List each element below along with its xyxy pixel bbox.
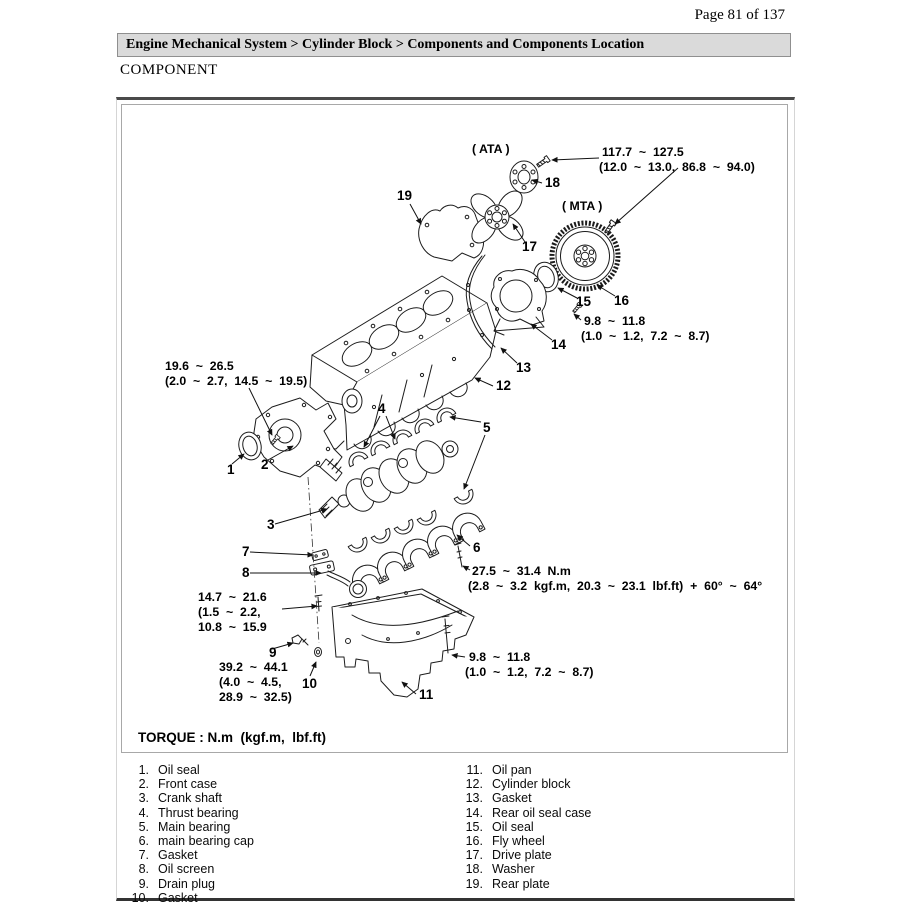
torque-legend-units: N.m (kgf.m, lbf.ft) (207, 730, 327, 745)
torque-legend-colon: : (195, 730, 208, 745)
oil-screen-gasket-drawing (311, 549, 329, 561)
bearing-caps-drawing (347, 508, 485, 595)
callout-10: 10 (302, 676, 318, 691)
parts-list-right (457, 763, 591, 891)
ata-label: ( ATA ) (472, 142, 510, 156)
callout-8: 8 (242, 565, 250, 580)
list-item: 16. Fly wheel (465, 834, 545, 849)
list-item: 14. Rear oil seal case (465, 805, 592, 820)
torque-drain-plug-line2: (4.0 ~ 4.5, (219, 675, 282, 689)
callout-4: 4 (378, 401, 386, 416)
crankshaft-drawing (319, 436, 458, 518)
page-number: Page 81 of 137 (694, 7, 785, 23)
torque-drain-plug-line3: 28.9 ~ 32.5) (219, 690, 292, 704)
torque-legend-label: TORQUE (138, 730, 196, 745)
list-item: 3. Crank shaft (138, 791, 222, 806)
list-item: 8. Oil screen (138, 862, 215, 877)
breadcrumb: Engine Mechanical System > Cylinder Block > Components and Components Location (117, 33, 791, 57)
drain-gasket-drawing (315, 648, 322, 657)
callout-15: 15 (576, 294, 592, 309)
callout-1: 1 (227, 462, 235, 477)
callout-5: 5 (483, 420, 491, 435)
list-item: 5. Main bearing (138, 819, 231, 834)
torque-flywheel-line2: (12.0 ~ 13.0, 86.8 ~ 94.0) (599, 160, 755, 174)
list-item: 10. Gasket (131, 890, 198, 905)
torque-bearing-cap-line1: 27.5 ~ 31.4 N.m (472, 564, 571, 578)
parts-list-left (123, 763, 254, 905)
mta-label: ( MTA ) (562, 199, 603, 213)
torque-oil-screen-line3: 10.8 ~ 15.9 (198, 620, 267, 634)
content-box (116, 97, 795, 905)
drain-plug-drawing (292, 635, 308, 645)
callout-12: 12 (496, 378, 512, 393)
torque-oil-pan-line1: 9.8 ~ 11.8 (469, 650, 531, 664)
list-item: 4. Thrust bearing (138, 805, 239, 820)
list-item: 9. Drain plug (138, 876, 215, 891)
callout-7: 7 (242, 544, 250, 559)
torque-front-case-line1: 19.6 ~ 26.5 (165, 359, 234, 373)
torque-seal-case-line1: 9.8 ~ 11.8 (584, 314, 646, 328)
callout-3: 3 (267, 517, 275, 532)
list-item: 1. Oil seal (138, 763, 200, 777)
list-item: 2. Front case (138, 777, 218, 792)
callout-18: 18 (545, 175, 561, 190)
torque-bearing-cap-line2: (2.8 ~ 3.2 kgf.m, 20.3 ~ 23.1 lbf.ft) + 60° ~ 64° (468, 579, 763, 593)
callout-9: 9 (269, 645, 277, 660)
washer-drawing (510, 161, 538, 193)
list-item: 19. Rear plate (465, 876, 550, 891)
callout-17: 17 (522, 239, 538, 254)
list-item: 15. Oil seal (465, 819, 534, 834)
callout-14: 14 (551, 337, 567, 352)
list-item: 7. Gasket (138, 848, 198, 863)
callout-11: 11 (419, 687, 434, 702)
page-title: COMPONENT (120, 62, 218, 78)
diagram-box (121, 104, 788, 753)
torque-legend (138, 730, 326, 745)
torque-oil-screen-line2: (1.5 ~ 2.2, (198, 605, 261, 619)
list-item: 11. Oil pan (466, 763, 532, 777)
list-item: 6. main bearing cap (138, 834, 254, 849)
oil-pan-drawing (332, 589, 474, 697)
list-item: 13. Gasket (465, 791, 532, 806)
torque-flywheel-line1: 117.7 ~ 127.5 (602, 145, 684, 159)
list-item: 12. Cylinder block (465, 777, 571, 792)
torque-drain-plug-line1: 39.2 ~ 44.1 (219, 660, 288, 674)
callout-2: 2 (261, 457, 269, 472)
list-item: 18. Washer (465, 862, 535, 877)
list-item: 17. Drive plate (465, 848, 552, 863)
callout-6: 6 (473, 540, 481, 555)
callout-16: 16 (614, 293, 630, 308)
flywheel-bolt-ata-icon (536, 156, 550, 169)
torque-front-case-line2: (2.0 ~ 2.7, 14.5 ~ 19.5) (165, 374, 308, 388)
callout-13: 13 (516, 360, 532, 375)
torque-seal-case-line2: (1.0 ~ 1.2, 7.2 ~ 8.7) (581, 329, 710, 343)
rear-oil-seal-case-drawing (491, 269, 546, 335)
torque-oil-screen-line1: 14.7 ~ 21.6 (198, 590, 267, 604)
torque-oil-pan-line2: (1.0 ~ 1.2, 7.2 ~ 8.7) (465, 665, 594, 679)
engine-exploded-diagram (122, 105, 787, 752)
callout-19: 19 (397, 188, 413, 203)
